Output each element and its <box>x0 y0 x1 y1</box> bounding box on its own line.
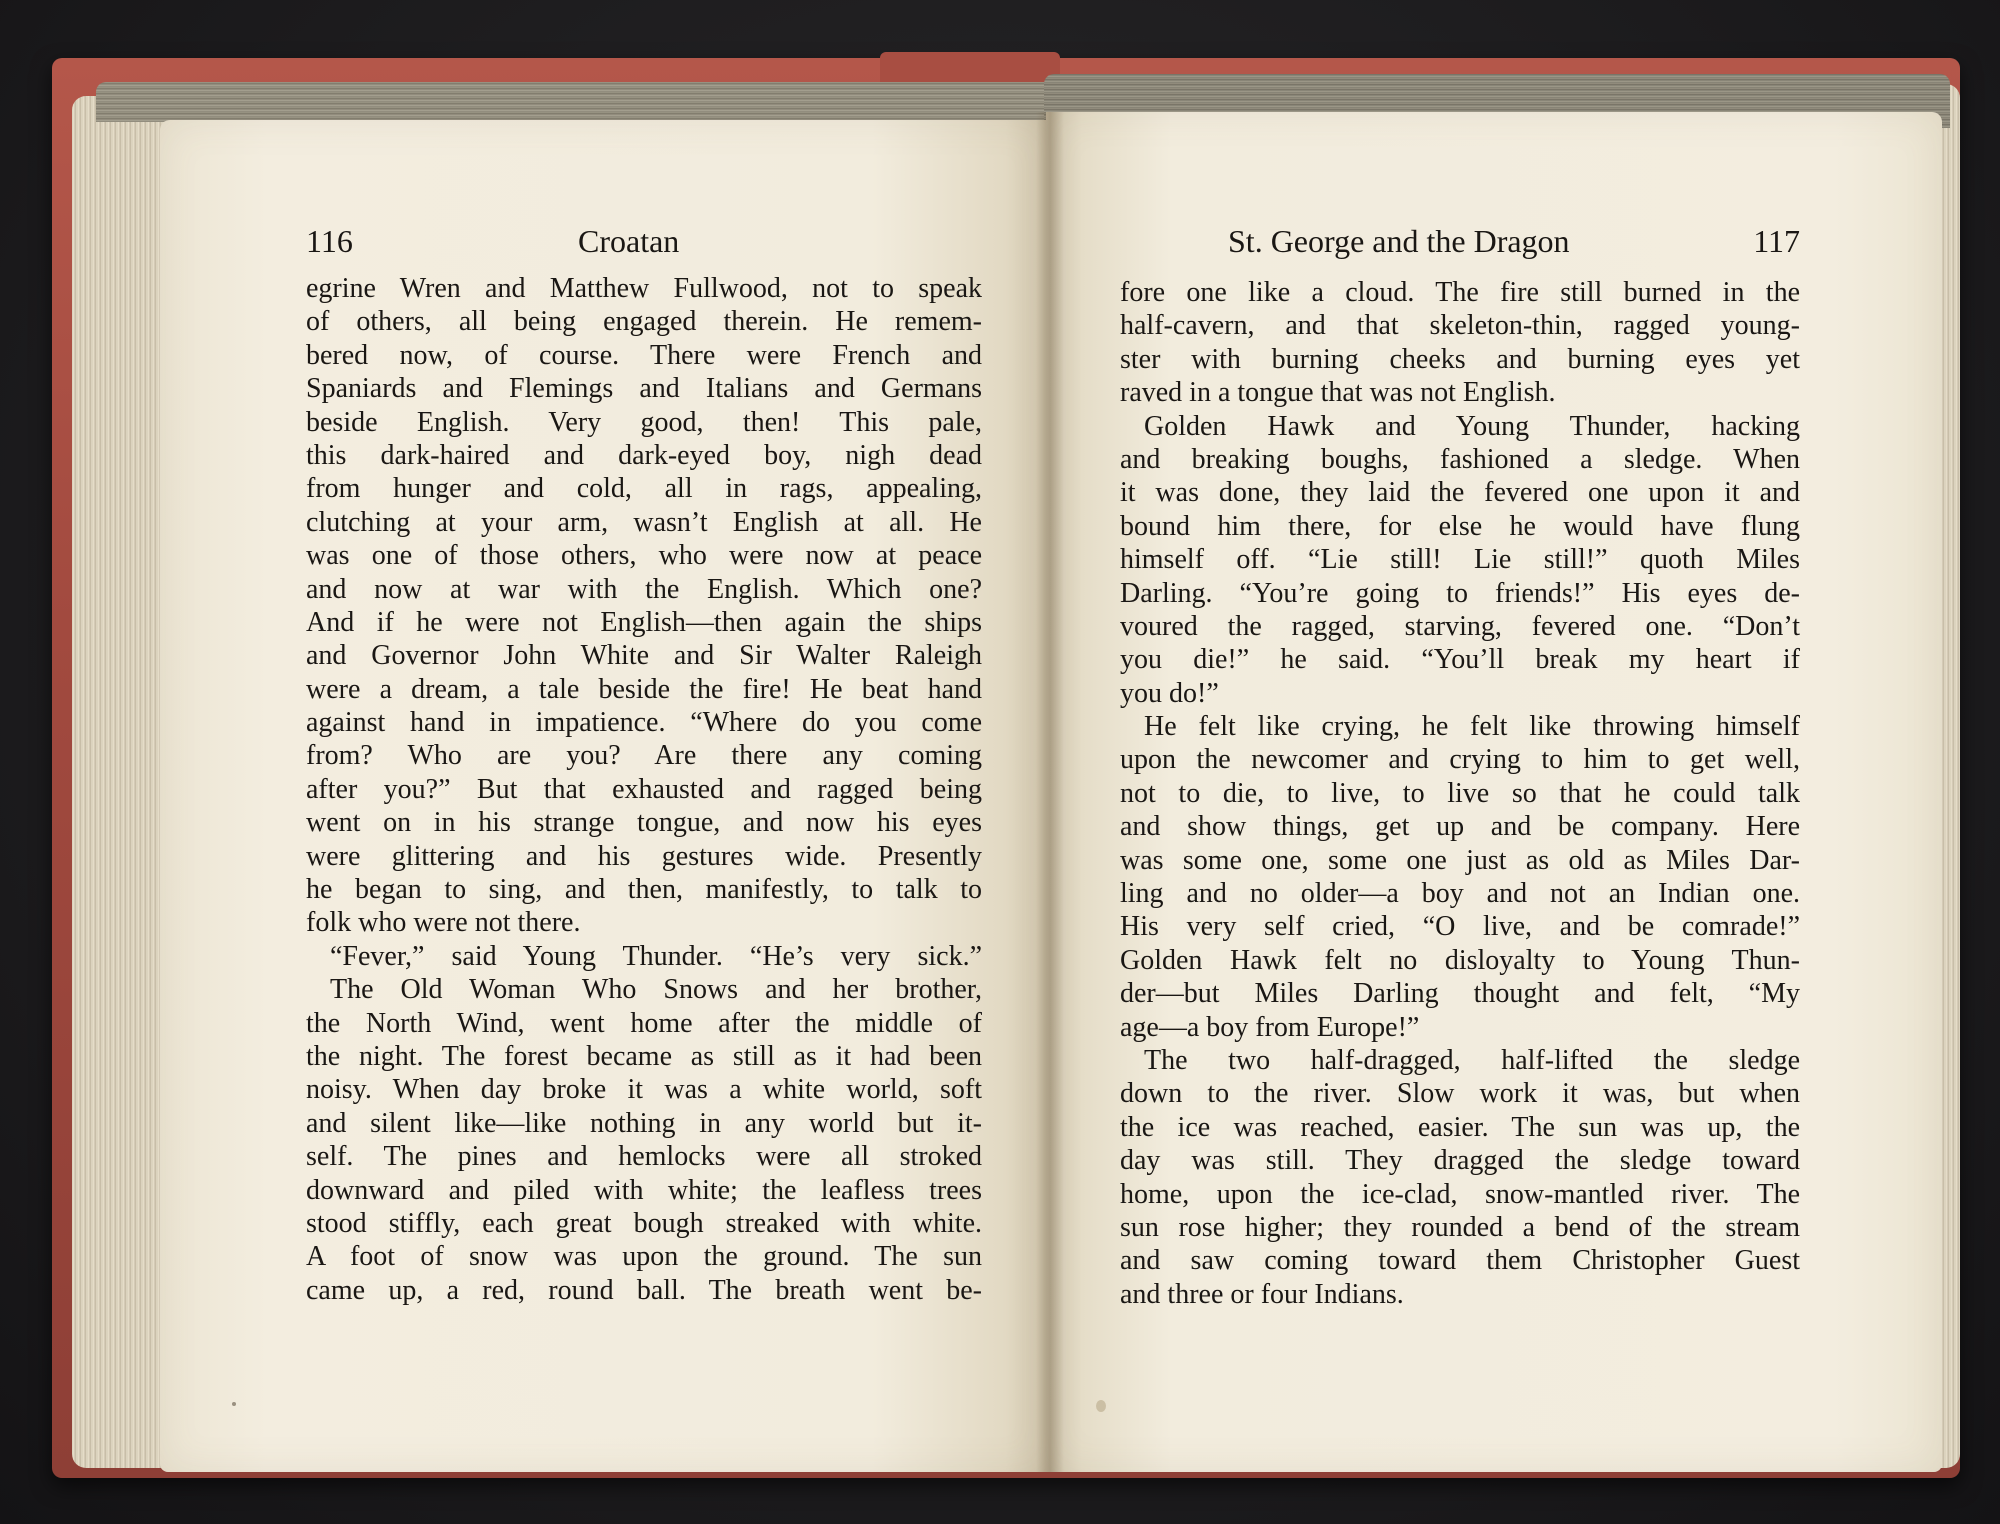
text-line: bound him there, for else he would have flung <box>1120 510 1800 542</box>
text-line: der—but Miles Darling thought and felt, “My <box>1120 978 1800 1010</box>
text-line: the night. The forest became as still as it had been <box>306 1040 982 1072</box>
text-line: and saw coming toward them Christopher Guest <box>1120 1245 1800 1277</box>
text-line: ling and no older—a boy and not an Indian one. <box>1120 878 1800 910</box>
text-line: raved in a tongue that was not English. <box>1120 377 1556 409</box>
left-top-edge <box>96 82 1046 122</box>
text-line: you die!” he said. “You’ll break my heart if <box>1120 644 1800 676</box>
text-line: and silent like—like nothing in any world but it- <box>306 1107 982 1139</box>
text-line: Spaniards and Flemings and Italians and Germans <box>306 373 982 405</box>
text-line: The Old Woman Who Snows and her brother, <box>330 974 982 1006</box>
text-line: of others, all being engaged therein. He remem- <box>306 306 982 338</box>
text-line: ster with burning cheeks and burning eyes yet <box>1120 343 1800 375</box>
text-line: fore one like a cloud. The fire still burned in the <box>1120 277 1800 308</box>
text-line: you do!” <box>1120 677 1219 709</box>
text-line: this dark-haired and dark-eyed boy, nigh dead <box>306 439 982 471</box>
text-line: The two half-dragged, half-lifted the sledge <box>1144 1044 1800 1076</box>
text-line: Golden Hawk felt no disloyalty to Young Thun- <box>1120 944 1800 976</box>
text-line: beside English. Very good, then! This pale, <box>306 406 982 438</box>
text-line: came up, a red, round ball. The breath went be- <box>306 1274 982 1306</box>
text-line: egrine Wren and Matthew Fullwood, not to speak <box>306 273 982 304</box>
right-running-head <box>1228 218 1800 264</box>
text-line: he began to sing, and then, manifestly, to talk to <box>306 874 982 906</box>
left-running-head <box>306 218 1006 264</box>
text-line: self. The pines and hemlocks were all stroked <box>306 1141 982 1173</box>
text-line: clutching at your arm, wasn’t English at all. He <box>306 506 982 538</box>
text-line: and show things, get up and be company. Here <box>1120 811 1800 843</box>
text-line: A foot of snow was upon the ground. The sun <box>306 1241 982 1273</box>
left-running-title: Croatan <box>578 223 680 259</box>
text-line: His very self cried, “O live, and be comrade!” <box>1120 911 1800 943</box>
text-line: after you?” But that exhausted and ragged being <box>306 773 982 805</box>
text-line: was one of those others, who were now at peace <box>306 540 982 572</box>
text-line: “Fever,” said Young Thunder. “He’s very sick.” <box>330 940 982 972</box>
text-line: went on in his strange tongue, and now his eyes <box>306 807 982 839</box>
text-line: voured the ragged, starving, fevered one. “Don’t <box>1120 610 1800 642</box>
left-page-number: 116 <box>306 223 353 259</box>
text-line: day was still. They dragged the sledge toward <box>1120 1145 1800 1177</box>
text-line: himself off. “Lie still! Lie still!” quoth Miles <box>1120 544 1800 576</box>
text-line: Darling. “You’re going to friends!” His eyes de- <box>1120 577 1800 609</box>
text-line: the North Wind, went home after the middle of <box>306 1007 982 1039</box>
text-line: not to die, to live, to live so that he could talk <box>1120 777 1800 809</box>
text-line: home, upon the ice-clad, snow-mantled river. The <box>1120 1178 1800 1210</box>
text-line: from? Who are you? Are there any coming <box>306 740 982 772</box>
text-line: Golden Hawk and Young Thunder, hacking <box>1144 410 1800 442</box>
text-line: was some one, some one just as old as Miles Dar- <box>1120 844 1800 876</box>
text-line: and Governor John White and Sir Walter Raleigh <box>306 640 982 672</box>
right-page-number: 117 <box>1753 223 1800 259</box>
text-line: the ice was reached, easier. The sun was up, the <box>1120 1111 1800 1143</box>
text-line: stood stiffly, each great bough streaked with white. <box>306 1207 982 1239</box>
text-line: noisy. When day broke it was a white world, soft <box>306 1074 982 1106</box>
text-line: down to the river. Slow work it was, but when <box>1120 1078 1800 1110</box>
text-line: and three or four Indians. <box>1120 1278 1404 1310</box>
text-line: half-cavern, and that skeleton-thin, ragged young- <box>1120 310 1800 342</box>
paper-speck <box>1096 1400 1106 1412</box>
text-line: it was done, they laid the fevered one upon it and <box>1120 477 1800 509</box>
text-line: from hunger and cold, all in rags, appealing, <box>306 473 982 505</box>
text-line: age—a boy from Europe!” <box>1120 1011 1420 1043</box>
text-line: folk who were not there. <box>306 907 581 939</box>
right-running-title: St. George and the Dragon <box>1228 223 1570 259</box>
text-line: against hand in impatience. “Where do you come <box>306 707 982 739</box>
text-line: downward and piled with white; the leafless trees <box>306 1174 982 1206</box>
text-line: and breaking boughs, fashioned a sledge. When <box>1120 443 1800 475</box>
text-line: And if he were not English—then again the ships <box>306 606 982 638</box>
right-page-text <box>1120 276 1800 1311</box>
text-line: were glittering and his gestures wide. Presently <box>306 840 982 872</box>
text-line: sun rose higher; they rounded a bend of the stream <box>1120 1211 1800 1243</box>
text-line: were a dream, a tale beside the fire! He beat hand <box>306 673 982 705</box>
text-line: bered now, of course. There were French and <box>306 339 982 371</box>
text-line: and now at war with the English. Which one? <box>306 573 982 605</box>
text-line: He felt like crying, he felt like throwing himself <box>1144 711 1800 743</box>
paper-speck <box>232 1402 236 1406</box>
book-gutter <box>1036 112 1064 1472</box>
left-page-text <box>306 272 982 1307</box>
text-line: upon the newcomer and crying to him to get well, <box>1120 744 1800 776</box>
